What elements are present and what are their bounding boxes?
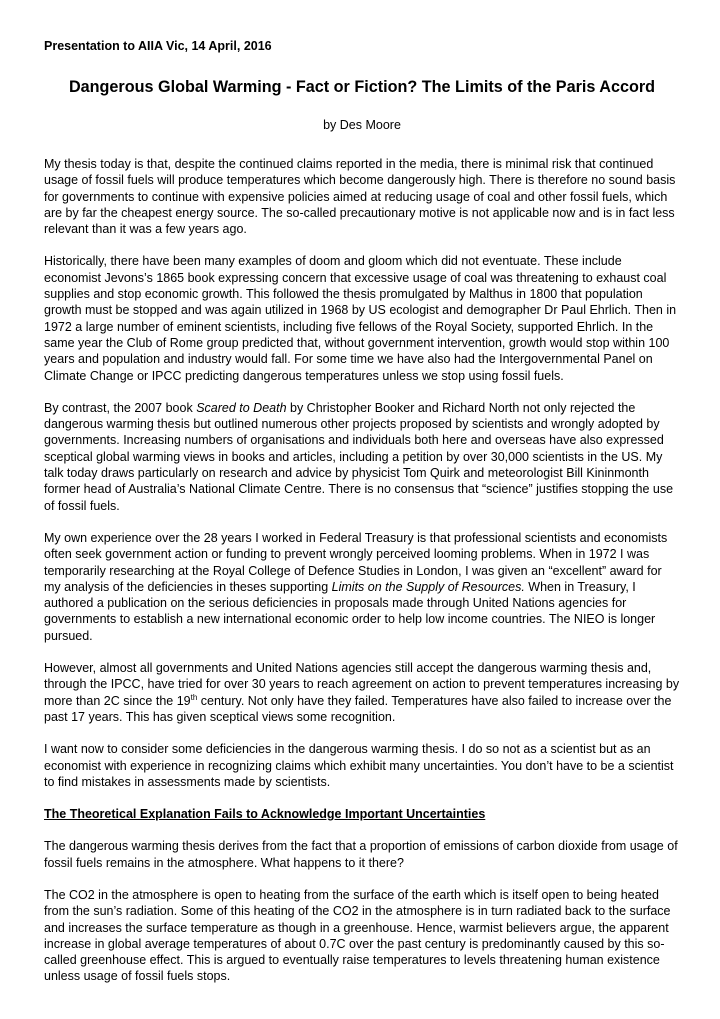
section-heading: The Theoretical Explanation Fails to Acknowledge Important Uncertainties bbox=[44, 807, 486, 822]
paragraph-governments bbox=[44, 660, 680, 725]
document-page bbox=[44, 38, 680, 1001]
paragraph-contrast-text-2: by Christopher Booker and Richard North not only rejected the dangerous warming thesis but outlined numerous other projects proposed by scientists and wrongly adopted by governments. Increasing numbers of organisations and individuals both here and overseas have also expressed sceptical global warming views in books and articles, including a petition by over 30,000 scientists in the US. My talk today draws particularly on research and advice by physicist Tom Quirk and meteorologist Bill Kininmonth former head of Australia’s National Climate Centre. There is no consensus that “science” justifies stopping the use of fossil fuels. bbox=[44, 400, 674, 513]
paragraph-deficiencies: I want now to consider some deficiencies in the dangerous warming thesis. I do so not as a scientist but as an economist with experience in recognizing claims which exhibit many uncertainties. You don’t have to be a scientist to find mistakes in assessments made by scientists. bbox=[44, 742, 674, 789]
paragraph-experience-text-2: When in Treasury, I authored a publication on the serious deficiencies in proposals made through United Nations agencies for governments to establish a new international economic order to help low income countries. The NIEO is longer pursued. bbox=[44, 579, 656, 643]
paragraph-experience-text-1: My own experience over the 28 years I worked in Federal Treasury is that professional scientists and economists often seek government action or funding to prevent wrongly perceived looming problems. When in 1972 I was temporarily researching at the Royal College of Defence Studies in London, I was given an “excellent” award for my analysis of the deficiencies in theses supporting bbox=[44, 530, 668, 594]
presentation-line: Presentation to AIIA Vic, 14 April, 2016 bbox=[44, 39, 272, 53]
byline: by Des Moore bbox=[323, 118, 401, 132]
paragraph-greenhouse: The CO2 in the atmosphere is open to heating from the surface of the earth which is itself open to being heated from the sun’s radiation. Some of this heating of the CO2 in the atmosphere is in turn radiated back to the surface and increases the surface temperature as though in a greenhouse. Hence, warmist believers argue, the apparent increase in global average temperatures of about 0.7C over the past century is predominantly caused by this so-called greenhouse effect. This is argued to eventually raise temperatures to levels threatening human existence unless usage of fossil fuels stops. bbox=[44, 887, 671, 984]
paragraph-governments-text-1: However, almost all governments and United Nations agencies still accept the dangerous warming thesis and, through the IPCC, have tried for over 30 years to reach agreement on action to prevent temperatures increasing by more than 2C since the 19 bbox=[44, 661, 680, 708]
paragraph-governments-text-2: century. Not only have they failed. Temperatures have also failed to increase over the past 17 years. This has given sceptical views some recognition. bbox=[44, 693, 672, 724]
paragraph-contrast-text-1: By contrast, the 2007 book bbox=[44, 400, 197, 415]
title-limits-on-supply: Limits on the Supply of Resources. bbox=[331, 579, 525, 594]
document-title: Dangerous Global Warming - Fact or Fiction? The Limits of the Paris Accord bbox=[68, 78, 656, 96]
paragraph-contrast bbox=[44, 400, 680, 514]
paragraph-history: Historically, there have been many examples of doom and gloom which did not eventuate. These include economist Jevons’s 1865 book expressing concern that excessive usage of coal was threatening to exhaust coal supplies and stop economic growth. This followed the thesis promulgated by Malthus in 1800 that population growth must be stopped and was again utilized in 1968 by US ecologist and demographer Dr Paul Ehrlich. Then in 1972 a large number of eminent scientists, including five fellows of the Royal Society, supported Ehrlich. In the same year the Club of Rome group predicted that, without government intervention, growth would stop within 100 years and population and industry would fall. For some time we have also had the Intergovernmental Panel on Climate Change or IPCC predicting dangerous temperatures unless we stop using fossil fuels. bbox=[44, 254, 677, 383]
paragraph-emissions: The dangerous warming thesis derives from the fact that a proportion of emissions of carbon dioxide from usage of fossil fuels remains in the atmosphere. What happens to it there? bbox=[44, 839, 678, 870]
paragraph-experience bbox=[44, 530, 680, 644]
paragraph-thesis: My thesis today is that, despite the continued claims reported in the media, there is minimal risk that continued usage of fossil fuels will produce temperatures which become dangerously high. There is therefore no sound basis for governments to continue with expensive policies aimed at reducing usage of coal and other fossil fuels, which are by far the cheapest energy source. The so-called precautionary motive is not applicable now and is in fact less relevant than it was a few years ago. bbox=[44, 157, 676, 237]
book-title-scared-to-death: Scared to Death bbox=[196, 400, 287, 415]
superscript-th: th bbox=[190, 692, 198, 702]
